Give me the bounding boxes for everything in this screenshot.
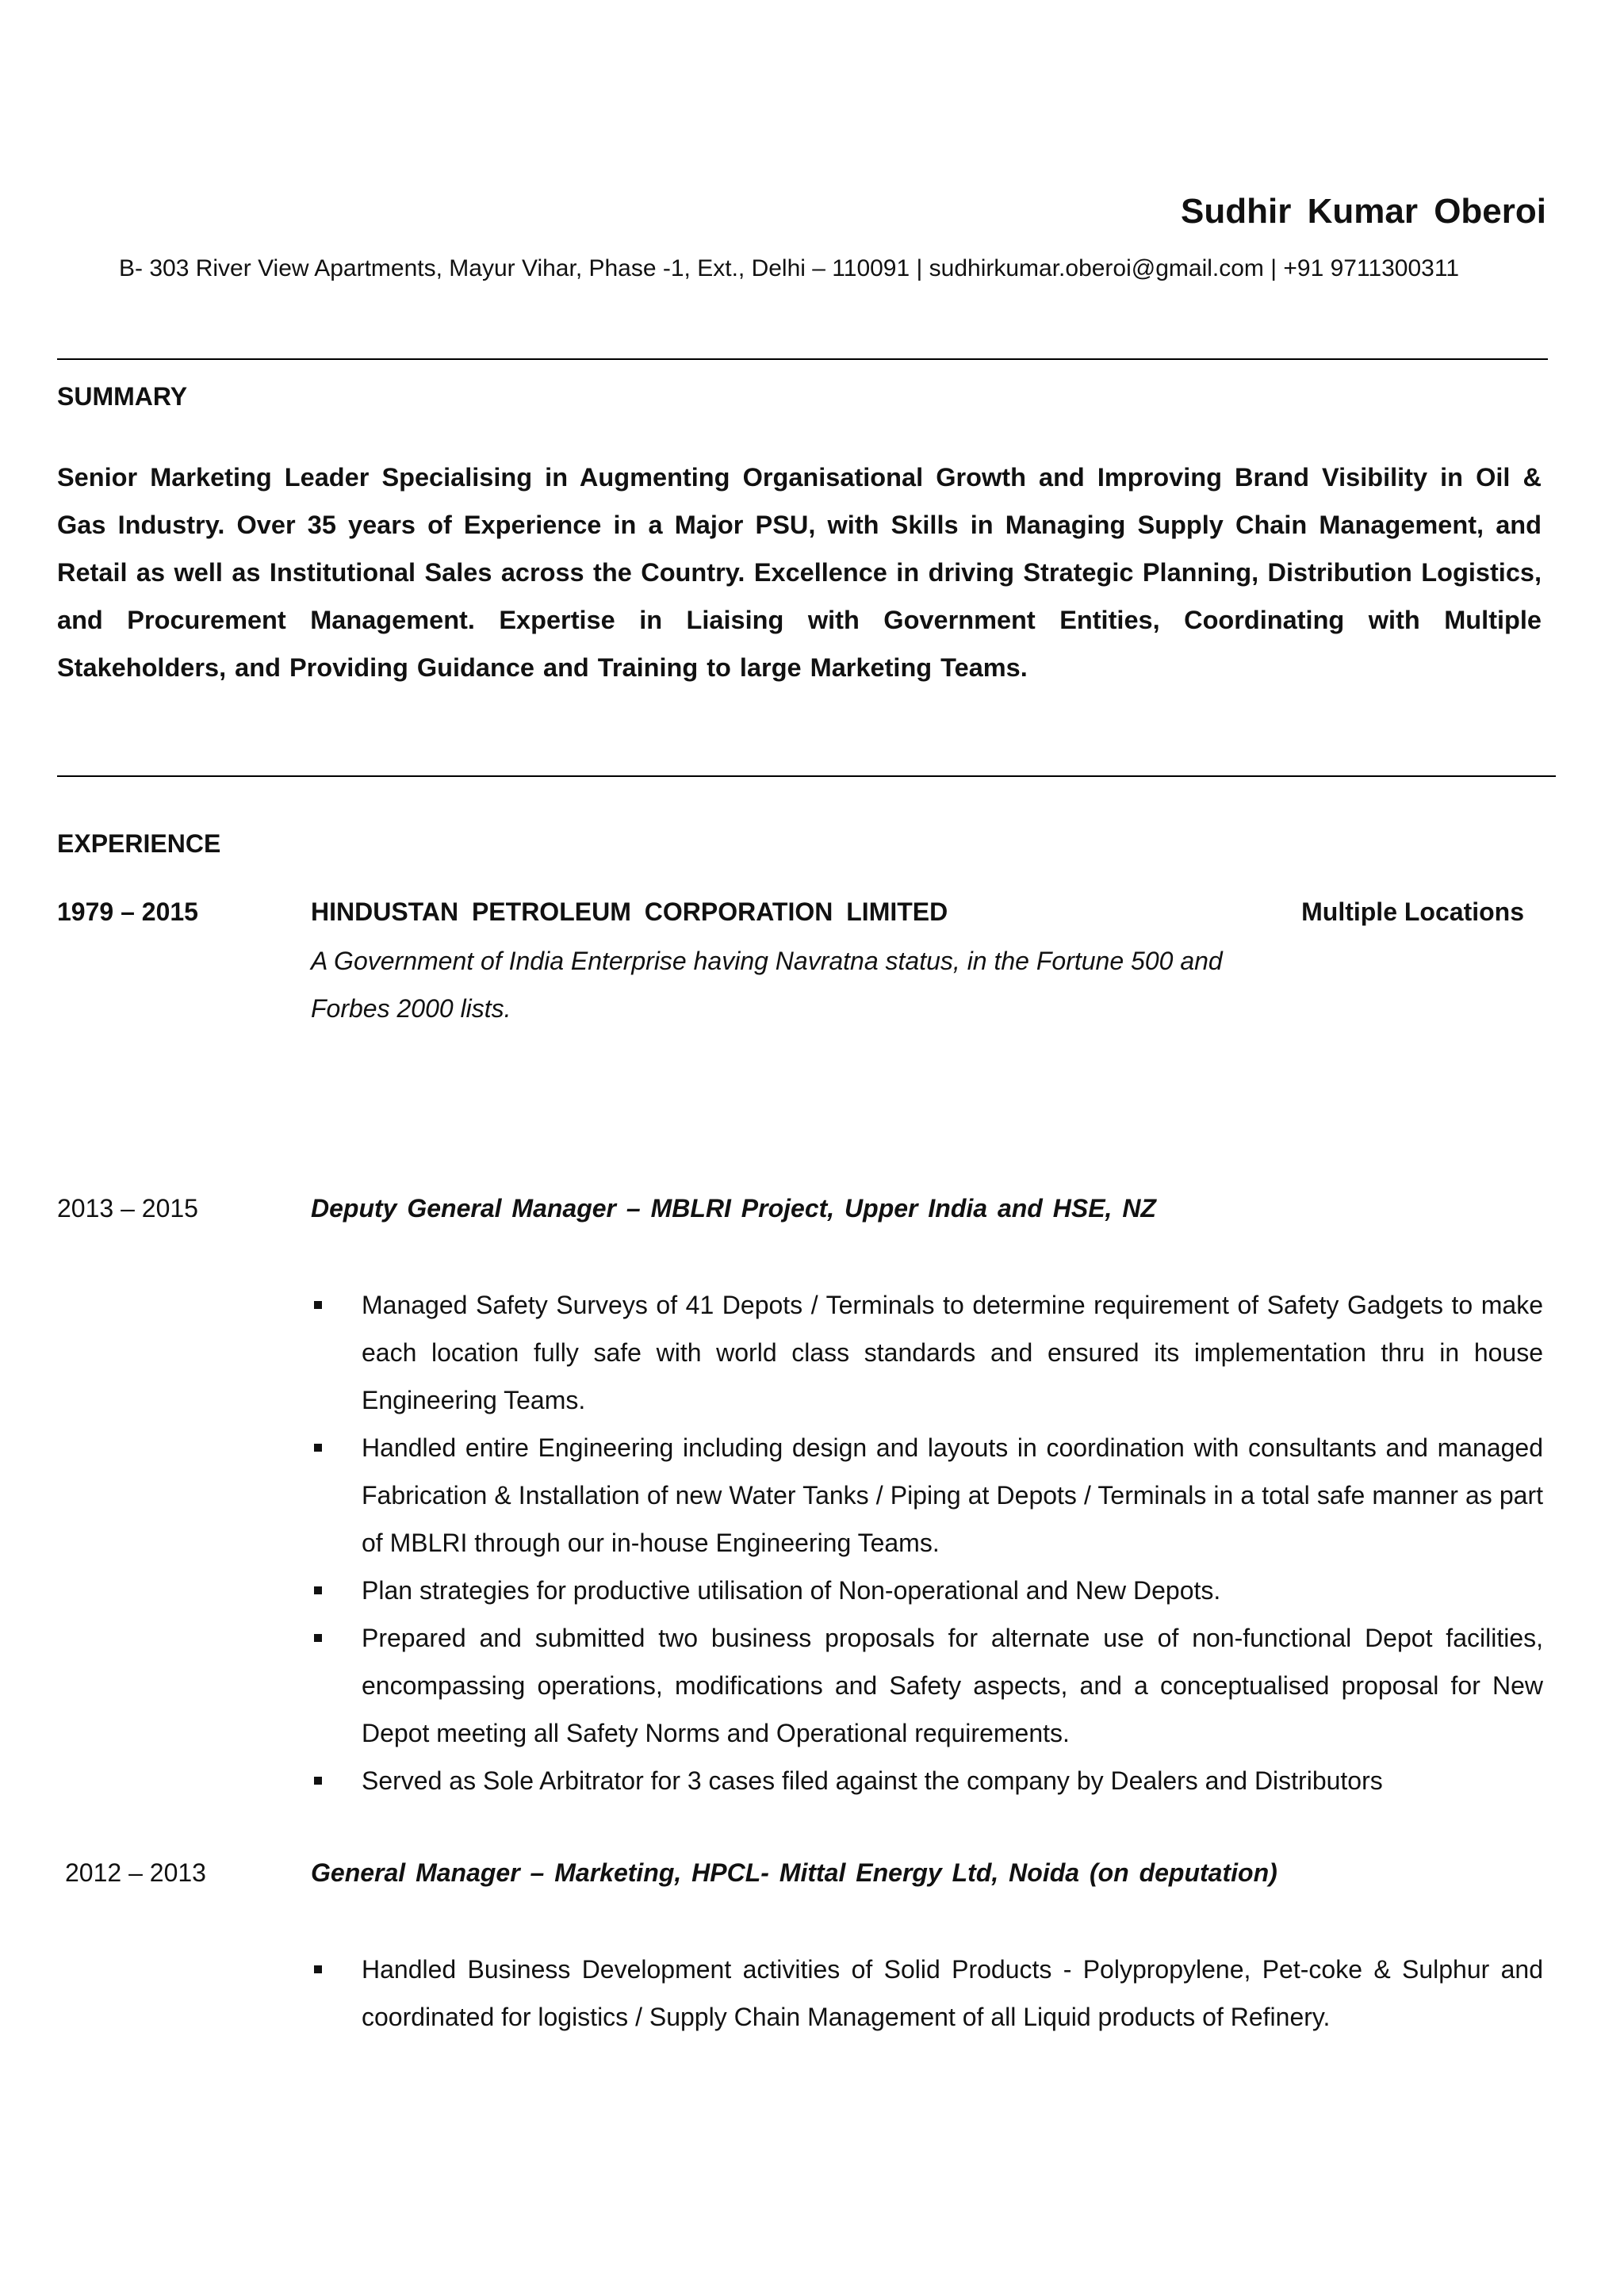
list-item: Handled entire Engineering including design and layouts in coordination with consultants and managed Fabrication & Installation of new Water Tanks / Piping at Depots / Terminals in a total safe manner as part of MBLRI through our in-house Engineering Teams.	[311, 1424, 1543, 1567]
list-item: Prepared and submitted two business proposals for alternate use of non-functional Depot facilities, encompassing operations, modifications and Safety aspects, and a conceptualised proposal for New Depot meeting all Safety Norms and Operational requirements.	[311, 1614, 1543, 1757]
summary-heading: SUMMARY	[57, 382, 188, 411]
role-title: General Manager – Marketing, HPCL- Mittal Energy Ltd, Noida (on deputation)	[311, 1858, 1277, 1887]
summary-text: Senior Marketing Leader Specialising in Augmenting Organisational Growth and Improving Brand Visibility in Oil & Gas Industry. Over 35 years of Experience in a Major PSU, with Skills in Managing Supply Chain Management, and Retail as well as Institutional Sales across the Country. Excellence in driving Strategic Planning, Distribution Logistics, and Procurement Management. Expertise in Liaising with Government Entities, Coordinating with Multiple Stakeholders, and Providing Guidance and Training to large Marketing Teams.	[57, 463, 1542, 682]
role-years: 2013 – 2015	[57, 1194, 198, 1223]
candidate-name: Sudhir Kumar Oberoi	[1181, 192, 1546, 231]
list-item: Plan strategies for productive utilisation of Non-operational and New Depots.	[311, 1567, 1543, 1614]
list-item: Handled Business Development activities of Solid Products - Polypropylene, Pet-coke & Sulphur and coordinated for logistics / Supply Chain Management of all Liquid products of Refinery.	[311, 1946, 1543, 2041]
company-description: A Government of India Enterprise having Navratna status, in the Fortune 500 and Forbes 2000 lists.	[311, 947, 1223, 1023]
header-divider	[57, 358, 1548, 360]
list-item: Served as Sole Arbitrator for 3 cases filed against the company by Dealers and Distributors	[311, 1757, 1543, 1804]
summary-divider	[57, 775, 1556, 777]
role-title: Deputy General Manager – MBLRI Project, Upper India and HSE, NZ	[311, 1194, 1156, 1223]
company-name: HINDUSTAN PETROLEUM CORPORATION LIMITED	[311, 897, 948, 926]
contact-line: B- 303 River View Apartments, Mayur Vihar, Phase -1, Ext., Delhi – 110091 | sudhirkumar.oberoi@gmail.com | +91 9711300311	[119, 255, 1460, 281]
role-responsibilities	[311, 1946, 1543, 2041]
company-location: Multiple Locations	[1301, 897, 1524, 926]
experience-heading: EXPERIENCE	[57, 829, 221, 858]
list-item: Managed Safety Surveys of 41 Depots / Terminals to determine requirement of Safety Gadgets to make each location fully safe with world class standards and ensured its implementation thru in house Engineering Teams.	[311, 1281, 1543, 1424]
role-responsibilities	[311, 1281, 1543, 1804]
role-years: 2012 – 2013	[65, 1858, 206, 1887]
company-years: 1979 – 2015	[57, 897, 198, 926]
